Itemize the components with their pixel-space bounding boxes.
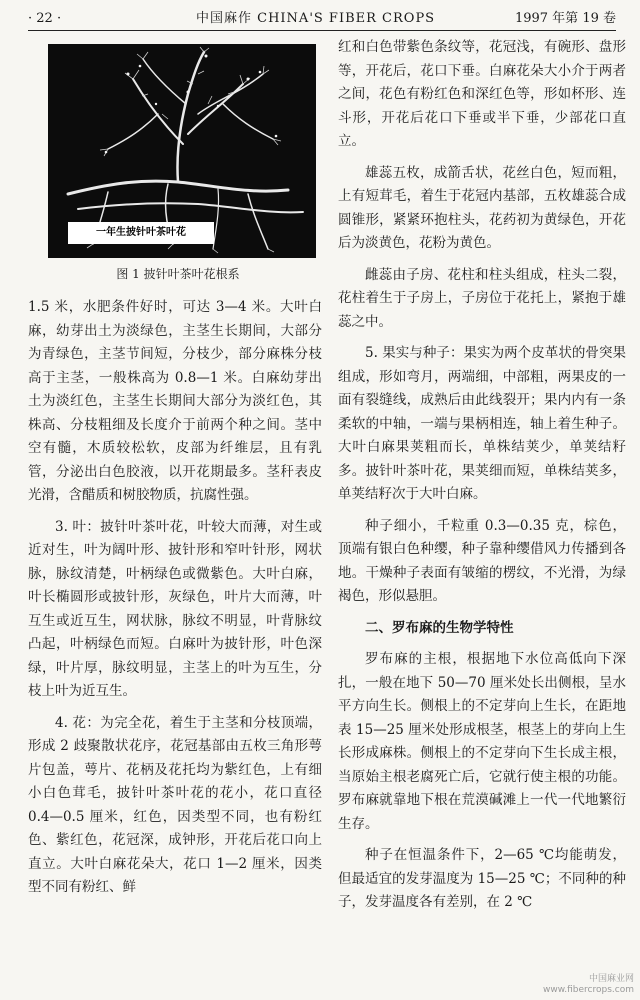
issue-info: 1997 年第 19 卷 — [514, 11, 616, 26]
right-column — [338, 36, 626, 915]
paragraph-stem: 1.5 米，水肥条件好时，可达 3—4 米。大叶白麻，幼芽出土为淡绿色，主茎生长期间，大部分为青绿色，主茎节间短，分枝少，部分麻株分枝高于主茎，一般株高为 0.8—1 米。白麻幼芽出土为淡红色，主茎生长期间大部分为淡红色，其株高、分枝粗细及长度介于前两个种之间。茎中空有髓，木质较松软，皮部为纤维层，且有乳管，分泌出白色胶液，以开花期最多。茎秆表皮光滑，含醋质和树胶物质，抗腐性强。 — [28, 299, 322, 503]
watermark-title: 中国麻业网 — [588, 974, 634, 984]
journal-title: 中国麻作 CHINA'S FIBER CROPS — [196, 11, 436, 26]
paragraph-germination: 种子在恒温条件下，2—65 ℃均能萌发，但最适宜的发芽温度为 15—25 ℃；不同种的种子，发芽温度各有差别，在 2 ℃ — [338, 847, 626, 910]
paragraph-pistil: 雌蕊由子房、花柱和柱头组成，柱头二裂，花柱着生于子房上，子房位于花托上，紧抱于雄蕊之中。 — [338, 266, 626, 330]
paragraph-leaf: 3. 叶：披针叶茶叶花，叶较大而薄，对生或近对生，叶为阔叶形、披针形和窄叶针形，网状脉，脉纹清楚，叶柄绿色或微紫色。大叶白麻，叶长椭圆形或披针形，灰绿色，叶片大而薄，叶互生或近互生，网状脉，脉纹不明显，叶背脉纹凸起，叶柄绿色而短。白麻叶为披针形，叶色深绿，叶片厚，脉纹明显，主茎上的叶为互生，分枝上叶为近互生。 — [28, 518, 322, 699]
paragraph-seed: 种子细小，千粒重 0.3—0.35 克，棕色，顶端有银白色种缨，种子靠种缨借风力传播到各地。干燥种子表面有皱缩的楞纹，不光滑，为绿褐色，形似悬胆。 — [338, 517, 626, 604]
left-column — [28, 296, 322, 900]
section-heading: 二、罗布麻的生物学特性 — [365, 619, 514, 636]
root-system-photo — [48, 44, 316, 258]
paragraph-flower: 4. 花：为完全花，着生于主茎和分枝顶端，形成 2 歧聚散状花序，花冠基部由五枚三角形萼片包盖，萼片、花柄及花托均为紫红色，上有细小白色茸毛，披针叶茶叶花的花小，花口直径 0.4—0.5 厘米，红色，因类型不同，也有粉红色、紫红色，花冠深，成钟形，开花后花口向上直立。大叶白麻花朵大，花口 1—2 厘米，因类型不同有粉红、鲜 — [28, 714, 322, 895]
photo-inset-label: 一年生披针叶茶叶花 — [68, 222, 214, 244]
paragraph-root: 罗布麻的主根，根据地下水位高低向下深扎，一般在地下 50—70 厘米处长出侧根，呈水平方向生长。侧根上的不定芽向上生长，在距地表 15—25 厘米处形成根茎，根茎上的芽向上生长形成麻株。侧根上的不定芽向下生长成主根，当原始主根老腐死亡后，它就行使主根的功能。罗布麻就靠地下根在荒漠碱滩上一代一代地繁衍生存。 — [338, 651, 626, 832]
paragraph-fruit: 5. 果实与种子：果实为两个皮革状的骨突果组成，形如弯月，两端细，中部粗，两果皮的一面有裂缝线，成熟后由此线裂开；果内内有一条柔软的中轴，一端与果柄相连，轴上着生种子。大叶白麻果荚粗而长，单株结荚少，单荚结籽多。披针叶茶叶花，果荚细而短，单株结荚多，单荚结籽次于大叶白麻。 — [338, 345, 626, 502]
paragraph-flower-cont: 红和白色带紫色条纹等，花冠浅，有碗形、盘形等，开花后，花口下垂。白麻花朵大小介于两者之间，花色有粉红色和深红色等，形如杯形、连斗形，开花后花口下垂或半下垂，少部花口直立。 — [338, 39, 626, 149]
page-number: · 22 · — [28, 11, 62, 26]
figure-caption: 图 1 披针叶茶叶花根系 — [116, 267, 240, 281]
paragraph-stamen: 雄蕊五枚，成箭舌状，花丝白色，短而粗，上有短茸毛，着生于花冠内基部，五枚雄蕊合成圆锥形，紧紧环抱柱头，花药初为黄绿色，开花后为淡黄色，花粉为黄色。 — [338, 164, 626, 251]
watermark-url: www.fibercrops.com — [543, 985, 634, 995]
running-header — [28, 8, 616, 31]
site-watermark — [543, 974, 634, 996]
